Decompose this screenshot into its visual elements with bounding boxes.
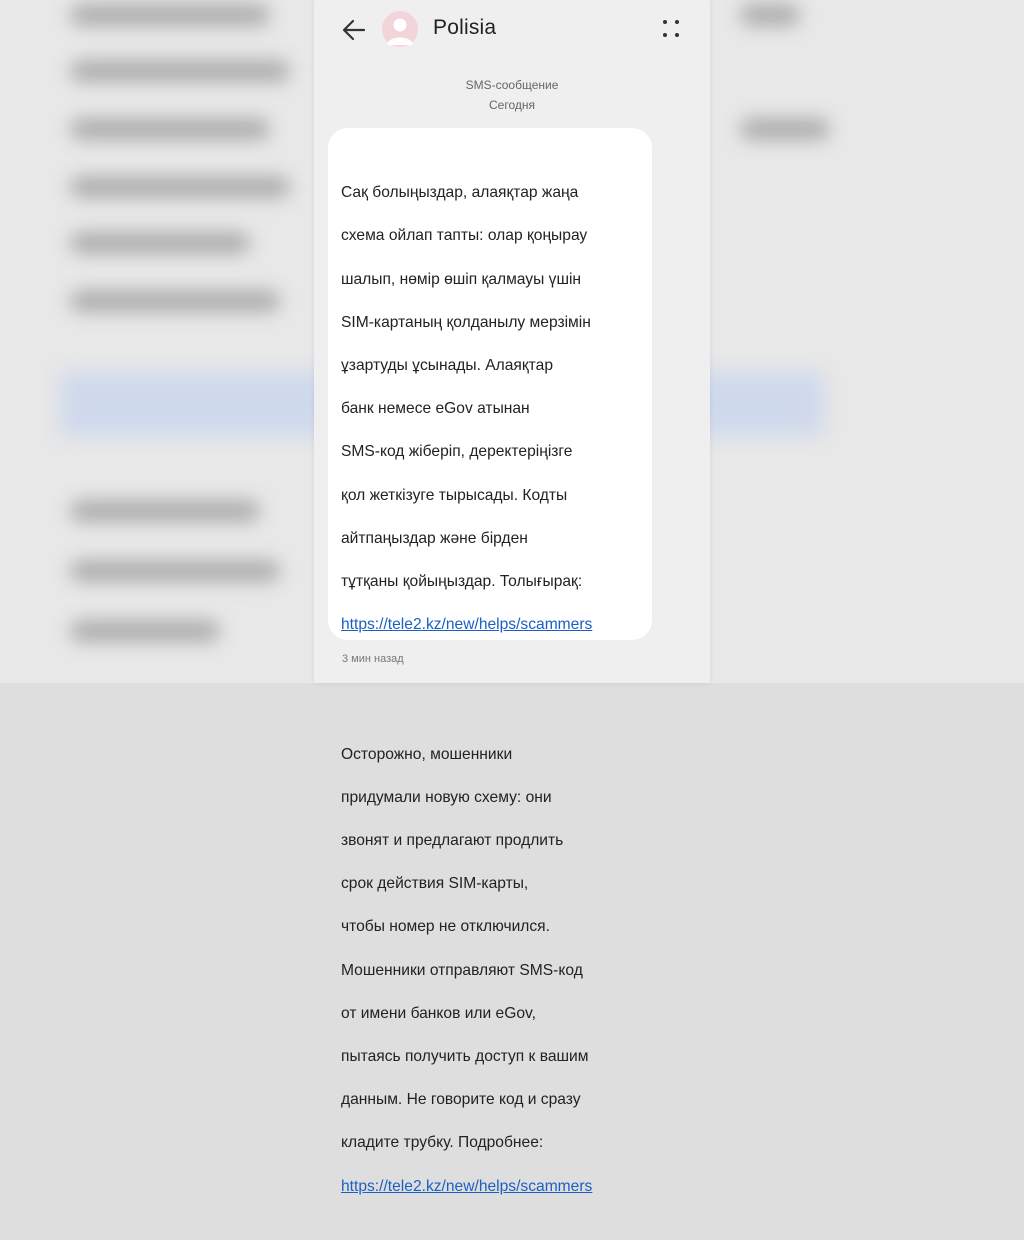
blurred-text-line [70, 232, 250, 254]
message-line: пытаясь получить доступ к вашим [341, 1047, 589, 1065]
sms-conversation-screen [314, 0, 710, 1195]
message-line: банк немесе eGov атынан [341, 400, 530, 418]
message-line: кладите трубку. Подробнее: [341, 1134, 544, 1152]
message-line: звонят и предлагают продлить [341, 832, 564, 849]
blurred-text-line [70, 176, 290, 198]
message-type-label: SMS-сообщение [465, 78, 559, 92]
message-line: Осторожно, мошенники [341, 745, 513, 763]
blurred-text-line [70, 60, 290, 82]
avatar[interactable] [382, 11, 418, 47]
blurred-text-line [70, 620, 220, 642]
message-line: чтобы номер не отключился. [341, 918, 550, 936]
message-line: айтпаңыздар және бірден [341, 529, 528, 547]
paragraph-gap [341, 679, 638, 701]
message-timestamp: 3 мин назад [342, 653, 404, 665]
message-line: шалып, нөмір өшіп қалмауы үшін [341, 270, 582, 288]
blurred-text-line [70, 118, 270, 140]
blurred-text-line [70, 500, 260, 522]
message-line: придумали новую схему: они [341, 788, 552, 806]
message-line: SMS-код жіберіп, деректеріңізге [341, 443, 573, 461]
message-text-ru [341, 722, 638, 1219]
message-line: от имени банков или eGov, [341, 1004, 537, 1022]
contact-name: Polisia [433, 16, 497, 39]
scammers-info-link-kz[interactable]: https://tele2.kz/new/helps/scammers [341, 616, 593, 634]
more-options-button[interactable] [660, 17, 684, 41]
message-text-kz [341, 161, 638, 658]
message-line: тұтқаны қойыңыздар. Толығырақ: [341, 572, 583, 590]
message-line: данным. Не говорите код и сразу [341, 1091, 581, 1109]
back-arrow-icon [338, 14, 370, 46]
blurred-text-line [70, 560, 280, 582]
message-line: Сақ болыңыздар, алаяқтар жаңа [341, 184, 579, 202]
person-icon [382, 11, 418, 47]
message-line: SIM-картаның қолданылу мерзімін [341, 313, 591, 331]
message-line: ұзартуды ұсынады. Алаяқтар [341, 356, 553, 374]
conversation-header [314, 0, 710, 60]
blurred-text-line [740, 118, 830, 140]
blurred-text-line [70, 4, 270, 26]
back-button[interactable] [338, 14, 370, 46]
message-line: Мошенники отправляют SMS-код [341, 961, 583, 979]
scammers-info-link-ru[interactable]: https://tele2.kz/new/helps/scammers [341, 1177, 593, 1195]
blurred-text-line [70, 290, 280, 312]
message-line: қол жеткізуге тырысады. Кодты [341, 486, 568, 504]
message-line: срок действия SIM-карты, [341, 875, 529, 893]
blurred-text-line [740, 4, 800, 26]
message-line: схема ойлап тапты: олар қоңырау [341, 227, 588, 245]
date-label: Сегодня [489, 98, 535, 112]
